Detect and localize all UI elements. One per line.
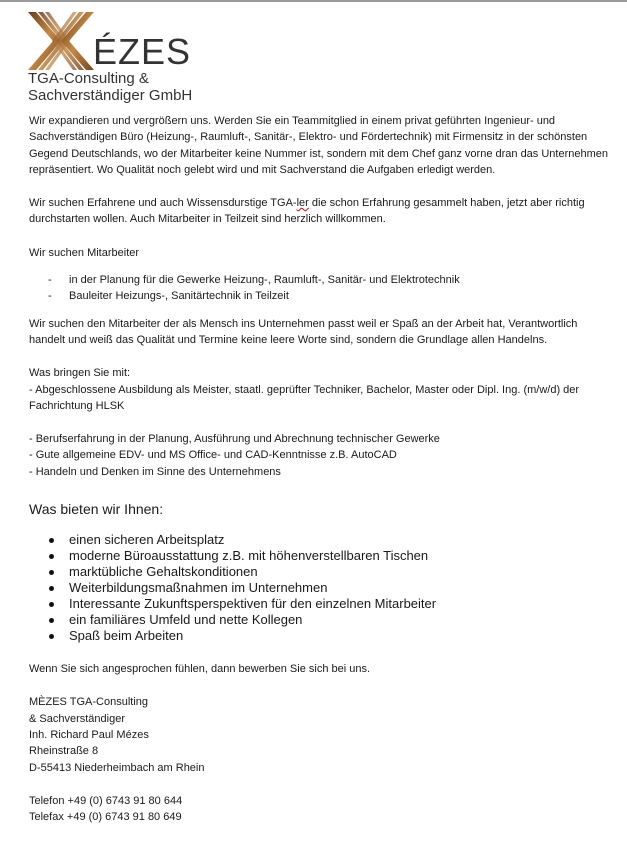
company-logo — [28, 12, 228, 108]
search-text-end: die schon Erfahrung gesammelt haben, jetzt aber richtig durchstarten wollen. Auch Mitarbeiter in Teilzeit sind herzlich willkommen. — [29, 197, 585, 226]
list-item: - Bauleiter Heizungs-, Sanitärtechnik in Teilzeit — [48, 290, 289, 303]
top-divider — [0, 0, 627, 2]
list-item: moderne Büroausstattung z.B. mit höhenverstellbaren Tischen — [29, 548, 613, 564]
bring-line: - Handeln und Denken im Sinne des Unternehmens — [29, 465, 281, 478]
address-line: D-55413 Niederheimbach am Rhein — [29, 761, 205, 774]
address-line: MÈZES TGA-Consulting — [29, 696, 149, 709]
fax-number: Telefax +49 (0) 6743 91 80 649 — [29, 811, 182, 824]
search-paragraph — [29, 195, 613, 228]
list-item: einen sicheren Arbeitsplatz — [29, 532, 613, 548]
logo-m-mark-icon — [28, 12, 94, 70]
list-item: Interessante Zukunftsperspektiven für den einzelnen Mitarbeiter — [29, 596, 613, 612]
bring-line: - Berufserfahrung in der Planung, Ausführung und Abrechnung technischer Gewerke — [29, 433, 440, 446]
staff-heading: Wir suchen Mitarbeiter — [29, 246, 140, 259]
list-item: ein familiäres Umfeld und nette Kollegen — [29, 612, 613, 628]
phone-number: Telefon +49 (0) 6743 91 80 644 — [29, 794, 183, 807]
search-text-start: Wir suchen Erfahrene und auch Wissensdurstige TGA- — [29, 197, 297, 210]
person-paragraph: Wir suchen den Mitarbeiter der als Mensch ins Unternehmen passt weil er Spaß an der Arbeit hat, Verantwortlich handelt und weiß das Qualität und Termine keine leere Worte sind, sondern die Grundlage allen Handelns. — [29, 317, 578, 346]
address-line: & Sachverständiger — [29, 712, 125, 725]
list-item: marktübliche Gehaltskonditionen — [29, 564, 613, 580]
staff-list — [29, 272, 613, 305]
logo-brand-text: ÉZES — [93, 31, 192, 72]
offer-list — [29, 532, 613, 644]
offer-heading: Was bieten wir Ihnen: — [29, 501, 164, 518]
logo-subtitle-1: TGA-Consulting & — [28, 70, 149, 87]
logo-subtitle-2: Sachverständiger GmbH — [28, 87, 193, 104]
list-item: - in der Planung für die Gewerke Heizung-, Raumluft-, Sanitär- und Elektrotechnik — [48, 274, 460, 287]
bring-line: - Gute allgemeine EDV- und MS Office- und CAD-Kenntnisse z.B. AutoCAD — [29, 449, 397, 462]
list-item: Weiterbildungsmaßnahmen im Unternehmen — [29, 580, 613, 596]
bring-heading: Was bringen Sie mit: — [29, 367, 131, 380]
address-line: Rheinstraße 8 — [29, 745, 99, 758]
spellcheck-marked-word: ler — [296, 197, 309, 210]
intro-paragraph: Wir expandieren und vergrößern uns. Werden Sie ein Teammitglied in einem privat geführten Ingenieur- und Sachverständigen Büro (Heizung-, Raumluft-, Sanitär-, Elektro- und Fördertechnik) mit Firmensitz in der schönsten Gegend Deutschlands, wo der Mitarbeiter keine Nummer ist, sondern mit dem Chef ganz vorne dran das Unternehmen repräsentiert. Wo Qualität noch gelebt wird und mit Sachverstand die Aufgaben erledigt werden. — [29, 115, 609, 176]
bring-line: - Abgeschlossene Ausbildung als Meister, staatl. geprüfter Techniker, Bachelor, Master oder Dipl. Ing. (m/w/d) der Fachrichtung HLSK — [29, 383, 580, 412]
document-body — [29, 113, 613, 825]
address-line: Inh. Richard Paul Mézes — [29, 728, 149, 741]
apply-paragraph: Wenn Sie sich angesprochen fühlen, dann bewerben Sie sich bei uns. — [29, 663, 371, 676]
list-item: Spaß beim Arbeiten — [29, 628, 613, 644]
